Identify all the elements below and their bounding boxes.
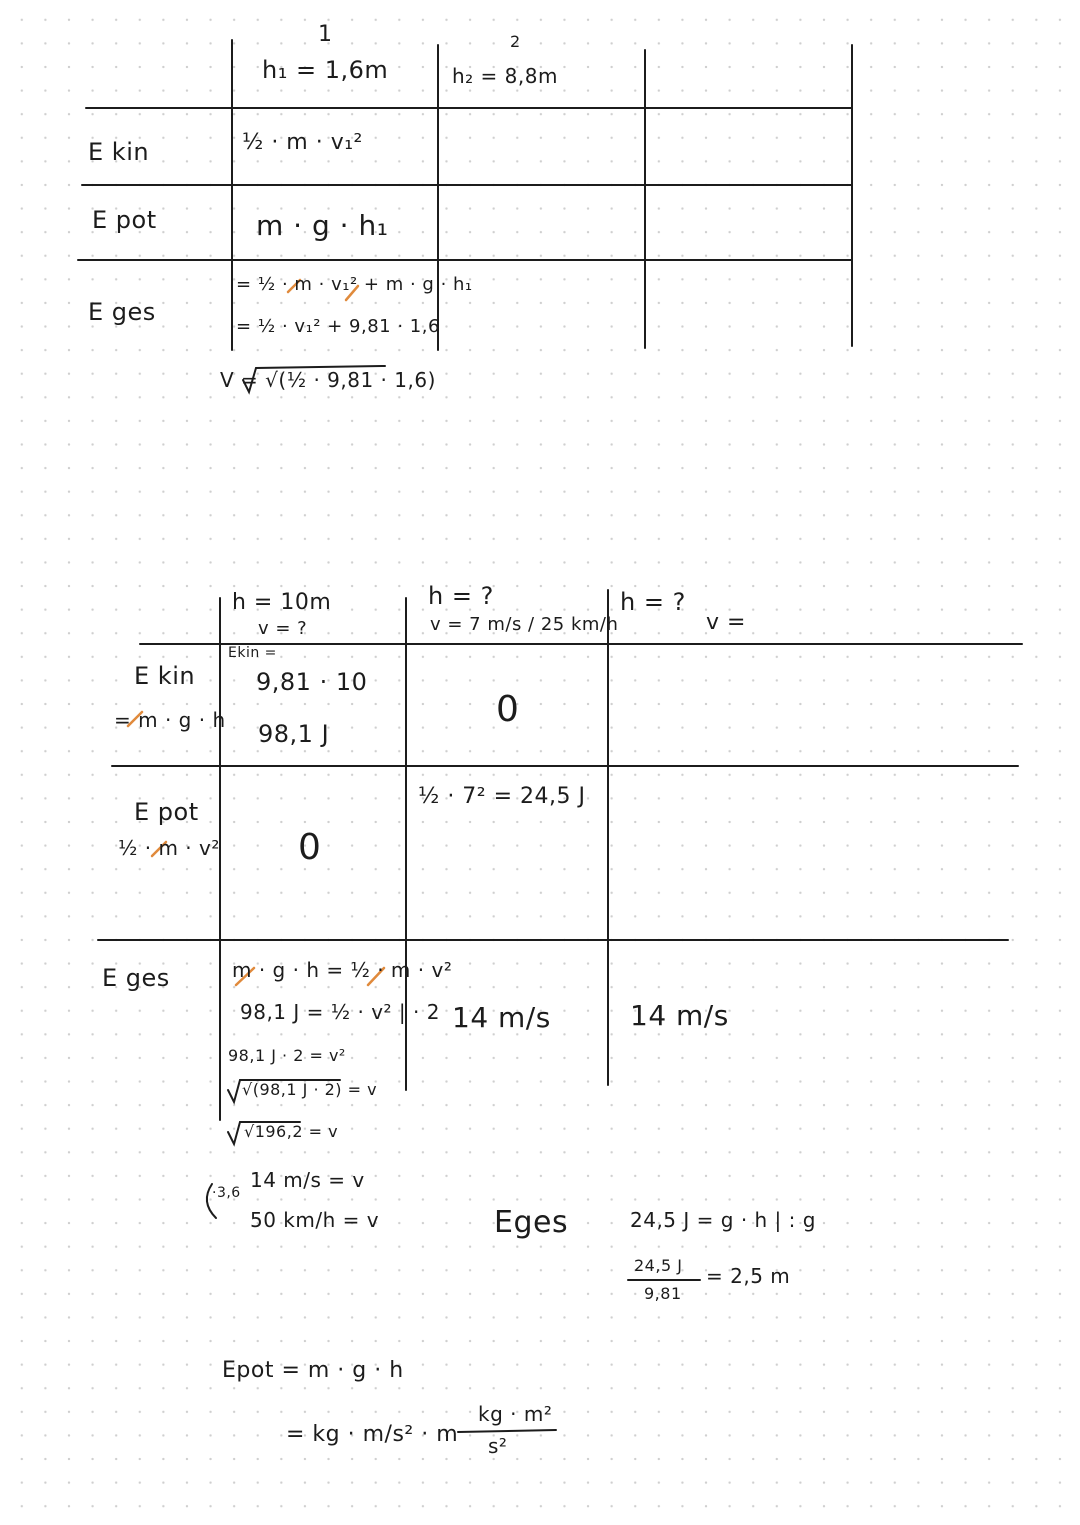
ekin-calc: 9,81 · 10 [256, 668, 368, 696]
row-label-eges-2: E ges [102, 964, 170, 992]
velocity-formula: V = √(½ · 9,81 · 1,6) [220, 368, 436, 392]
table2-grid [98, 590, 1022, 1120]
col3-header-height: h = ? [620, 588, 686, 616]
ekin-formula: ½ · m · v₁² [242, 130, 363, 155]
solve-result: = 2,5 m [706, 1264, 791, 1288]
col2-header-velocity: v = 7 m/s / 25 km/h [430, 614, 619, 635]
eges-step-7: 50 km/h = v [250, 1208, 380, 1232]
eges-col2-result: 14 m/s [452, 1001, 551, 1034]
row-label-epot-2: E pot [134, 798, 199, 826]
column-number-1: 1 [318, 22, 333, 47]
solve-equation: 24,5 J = g · h | : g [630, 1208, 816, 1232]
eges-line-2: = ½ · v₁² + 9,81 · 1,6 [236, 316, 440, 337]
col2-header-height: h = ? [428, 582, 494, 610]
eges-line-1: = ½ · m · v₁² + m · g · h₁ [236, 274, 473, 295]
eges-col3-result: 14 m/s [630, 999, 729, 1032]
column-header-h2: h₂ = 8,8m [452, 64, 558, 88]
eges-label: Eges [494, 1205, 569, 1240]
col3-header-velocity: v = [706, 610, 746, 635]
solve-numerator: 24,5 J [634, 1256, 683, 1275]
row-label-ekin: E kin [88, 138, 150, 166]
epot-formula: m · g · h₁ [256, 209, 389, 242]
epot-calc: ½ · 7² = 24,5 J [418, 784, 586, 809]
ekin-note: Ekin = [228, 645, 277, 661]
eges-step-5: √196,2 = v [244, 1122, 339, 1141]
eges-step-2: 98,1 J = ½ · v² | · 2 [240, 1000, 440, 1024]
epot-unit-line-1: Epot = m · g · h [222, 1358, 404, 1383]
col1-header-height: h = 10m [232, 590, 332, 615]
eges-step-3: 98,1 J · 2 = v² [228, 1046, 346, 1065]
row-sub-ekin: = m · g · h [114, 708, 226, 732]
unit-numerator: kg · m² [478, 1402, 553, 1426]
conversion-note: ·3,6 [212, 1185, 241, 1201]
fraction-bar [458, 1430, 556, 1432]
eges-step-6: 14 m/s = v [250, 1168, 365, 1192]
ekin-zero: 0 [496, 689, 520, 730]
epot-unit-line-2: = kg · m/s² · m [286, 1422, 459, 1447]
solve-denominator: 9,81 [644, 1284, 682, 1303]
eges-step-4: √(98,1 J · 2) = v [242, 1080, 378, 1099]
row-label-ekin-2: E kin [134, 662, 196, 690]
row-label-eges: E ges [88, 298, 156, 326]
eges-step-1: m · g · h = ½ · m · v² [232, 958, 453, 982]
epot-zero: 0 [298, 827, 322, 868]
column-number-2: 2 [510, 32, 521, 51]
row-label-epot: E pot [92, 206, 157, 234]
row-sub-epot: ½ · m · v² [118, 836, 220, 860]
column-header-h1: h₁ = 1,6m [262, 56, 389, 84]
unit-denominator: s² [488, 1434, 508, 1458]
col1-header-velocity: v = ? [258, 618, 308, 639]
ekin-result: 98,1 J [258, 720, 330, 748]
